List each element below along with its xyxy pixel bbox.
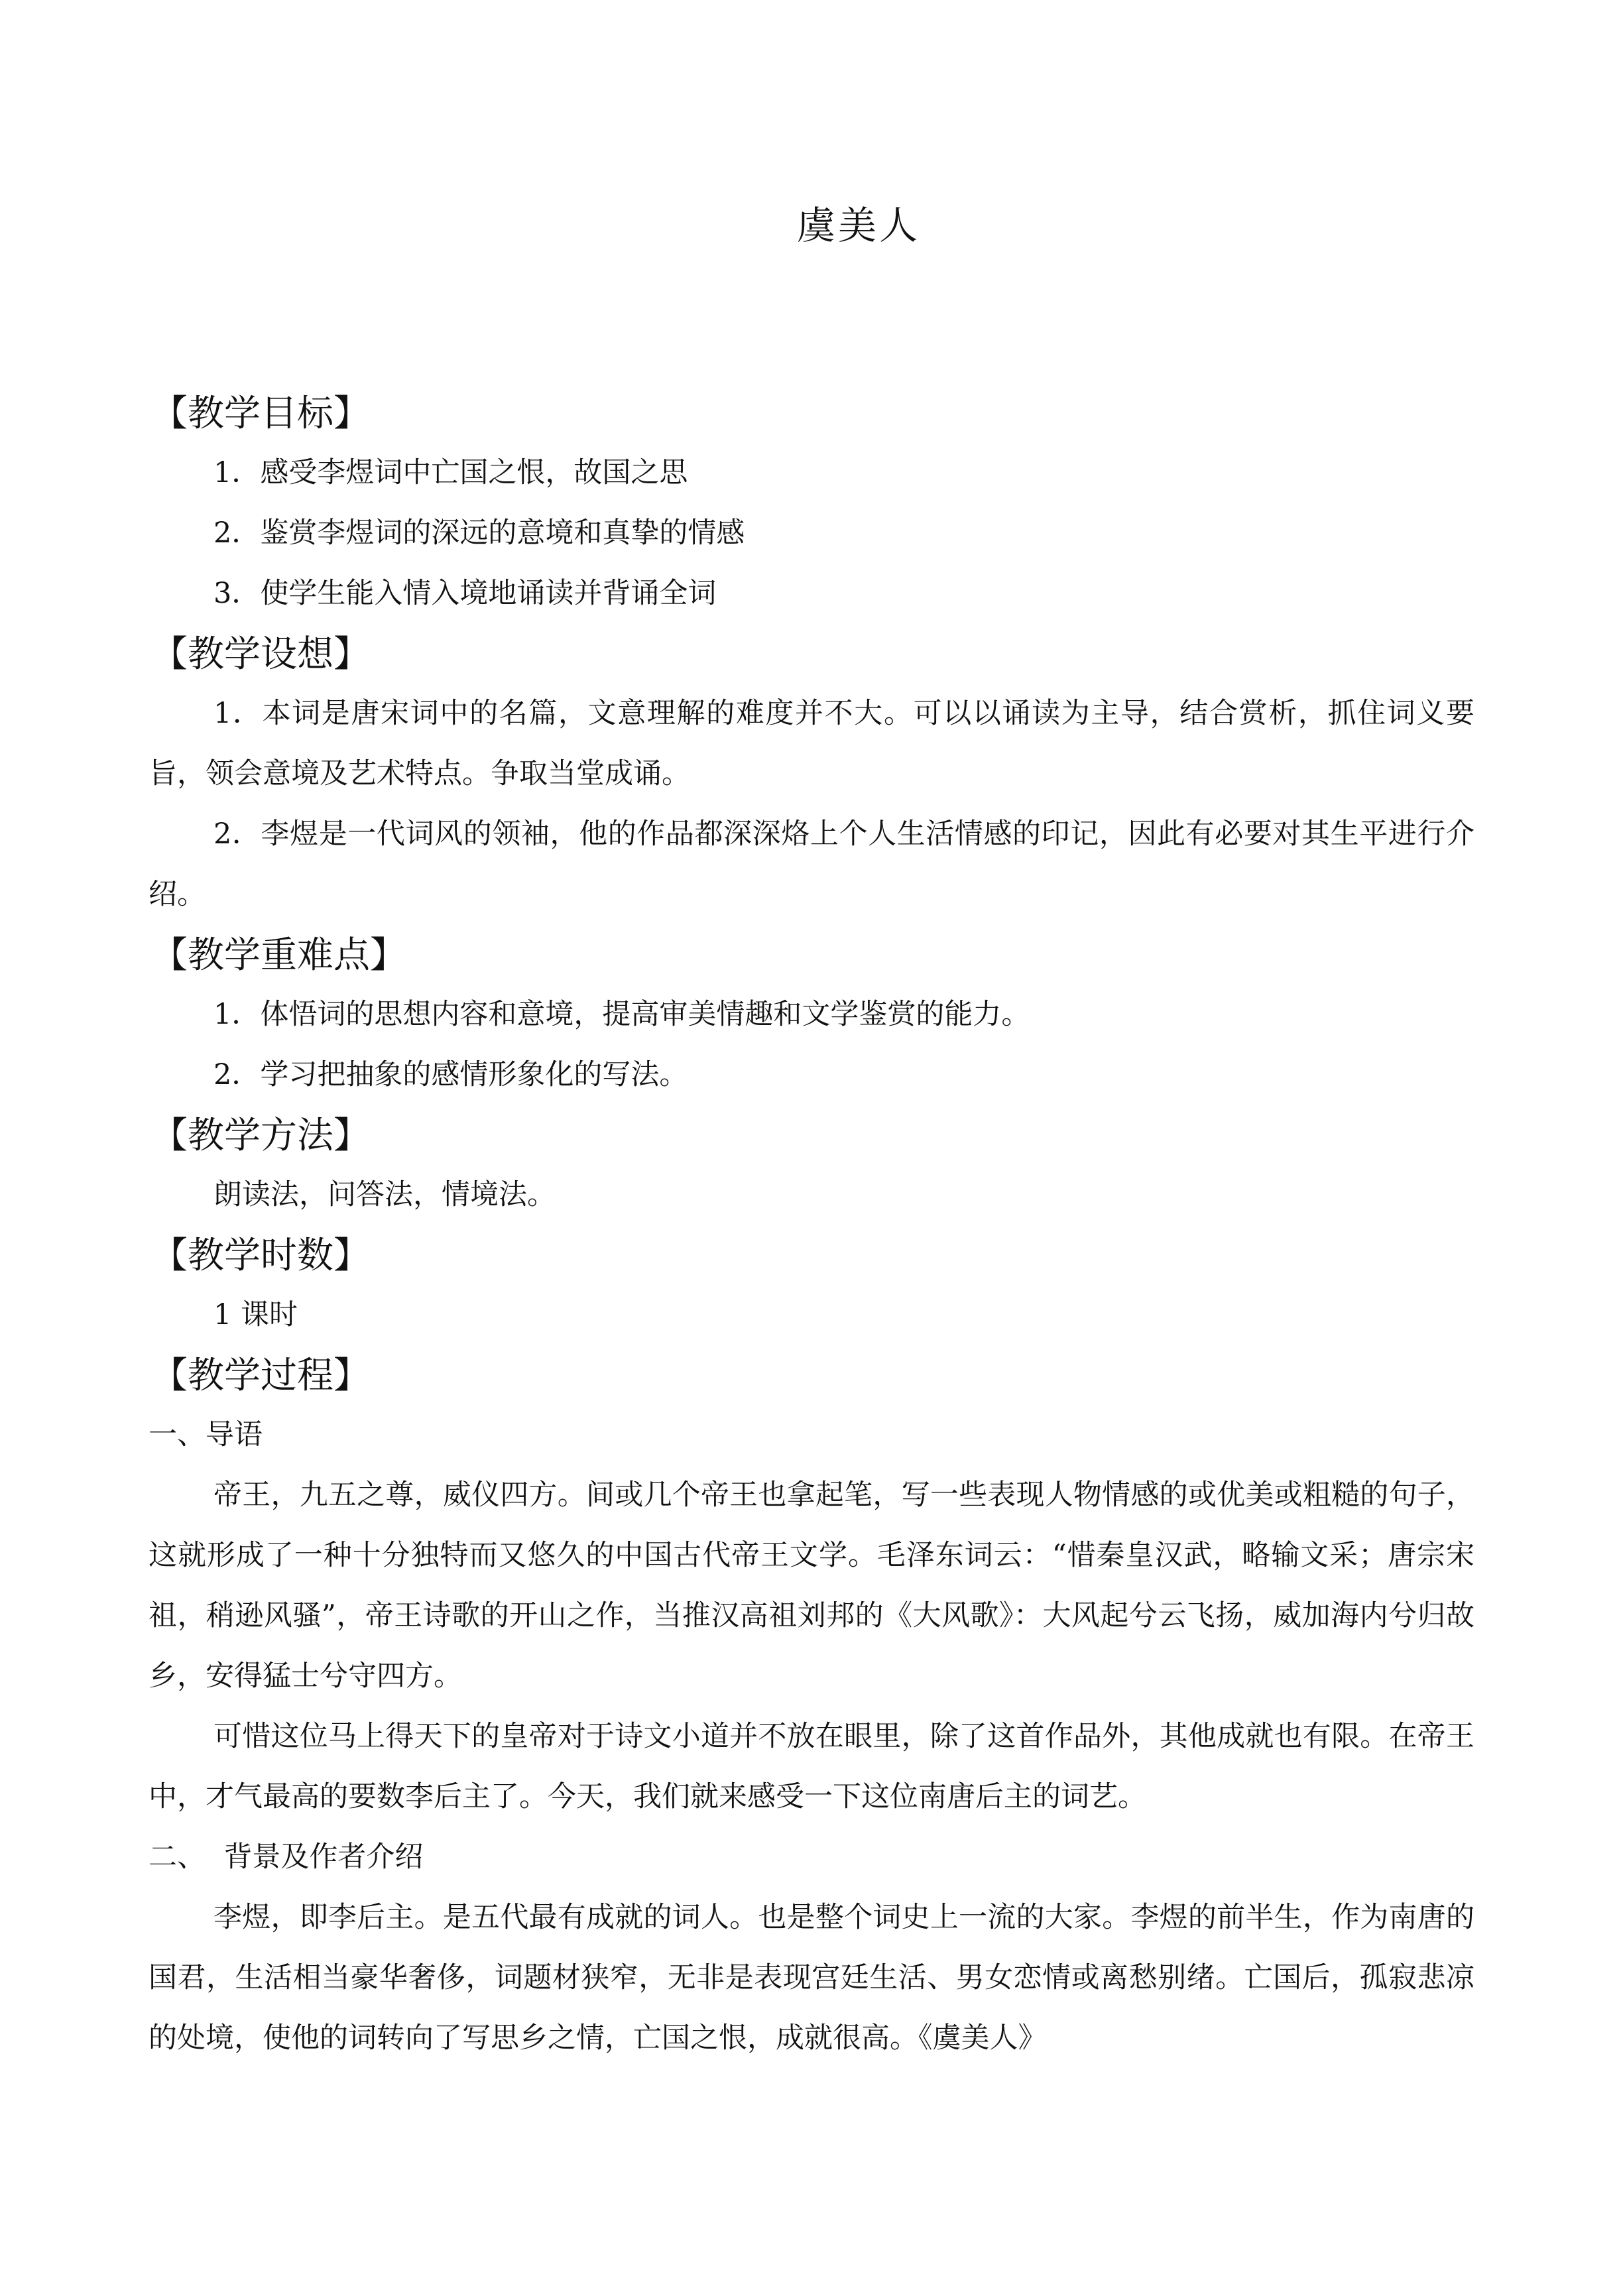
- section-label-background: 二、 背景及作者介绍: [149, 1841, 424, 1874]
- goal-item: 1．感受李煜词中亡国之恨，故国之思: [213, 456, 688, 489]
- heading-teaching-hours: 【教学时数】: [151, 1234, 371, 1276]
- background-paragraph: 李煜，即李后主。是五代最有成就的词人。也是整个词史上一流的大家。李煜的前半生，作为南唐的国君，生活相当豪华奢侈，词题材狭窄，无非是表现宫廷生活、男女恋情或离愁别绪。亡国后，孤寂悲凉的处境，使他的词转向了写思乡之情，亡国之恨，成就很高。《虞美人》: [149, 1901, 1474, 2055]
- key-point-item: 2．学习把抽象的感情形象化的写法。: [213, 1058, 688, 1091]
- document-body: [149, 383, 1474, 2069]
- methods-text: 朗读法，问答法，情境法。: [213, 1178, 556, 1211]
- document-title: 虞美人: [796, 203, 920, 248]
- key-point-item: 1．体悟词的思想内容和意境，提高审美情趣和文学鉴赏的能力。: [213, 998, 1030, 1031]
- section-label-intro: 一、导语: [149, 1418, 263, 1451]
- hours-text: 1 课时: [213, 1298, 298, 1331]
- goal-item: 2．鉴赏李煜词的深远的意境和真挚的情感: [213, 516, 745, 550]
- intro-paragraph: [149, 1465, 1474, 1707]
- design-paragraph: 2．李煜是一代词风的领袖，他的作品都深深烙上个人生活情感的印记，因此有必要对其生平进行介绍。: [149, 817, 1474, 911]
- intro-paragraph: 可惜这位马上得天下的皇帝对于诗文小道并不放在眼里，除了这首作品外，其他成就也有限。在帝王中，才气最高的要数李后主了。今天，我们就来感受一下这位南唐后主的词艺。: [149, 1720, 1474, 1813]
- heading-key-points: 【教学重难点】: [151, 934, 407, 976]
- heading-teaching-methods: 【教学方法】: [151, 1114, 371, 1156]
- poem-line: 大风起兮云飞扬，威加海内兮归故乡，安得猛士兮守四方。: [149, 1599, 1475, 1693]
- goal-item: 3．使学生能入情入境地诵读并背诵全词: [213, 577, 717, 610]
- design-paragraph: 1．本词是唐宋词中的名篇，文意理解的难度并不大。可以以诵读为主导，结合赏析，抓住词义要旨，领会意境及艺术特点。争取当堂成诵。: [149, 697, 1474, 790]
- heading-teaching-design: 【教学设想】: [151, 633, 371, 675]
- heading-teaching-goals: 【教学目标】: [151, 392, 371, 434]
- heading-teaching-process: 【教学过程】: [151, 1354, 371, 1396]
- intro-paragraph-text: 帝王，九五之尊，威仪四方。间或几个帝王也拿起笔，写一些表现人物情感的或优美或粗糙的句子，这就形成了一种十分独特而又悠久的中国古代帝王文学。毛泽东词云：“惜秦皇汉武，略输文采；唐宗宋祖，稍逊风骚”，帝王诗歌的开山之作，当推汉高祖刘邦的《大风歌》：: [149, 1479, 1474, 1632]
